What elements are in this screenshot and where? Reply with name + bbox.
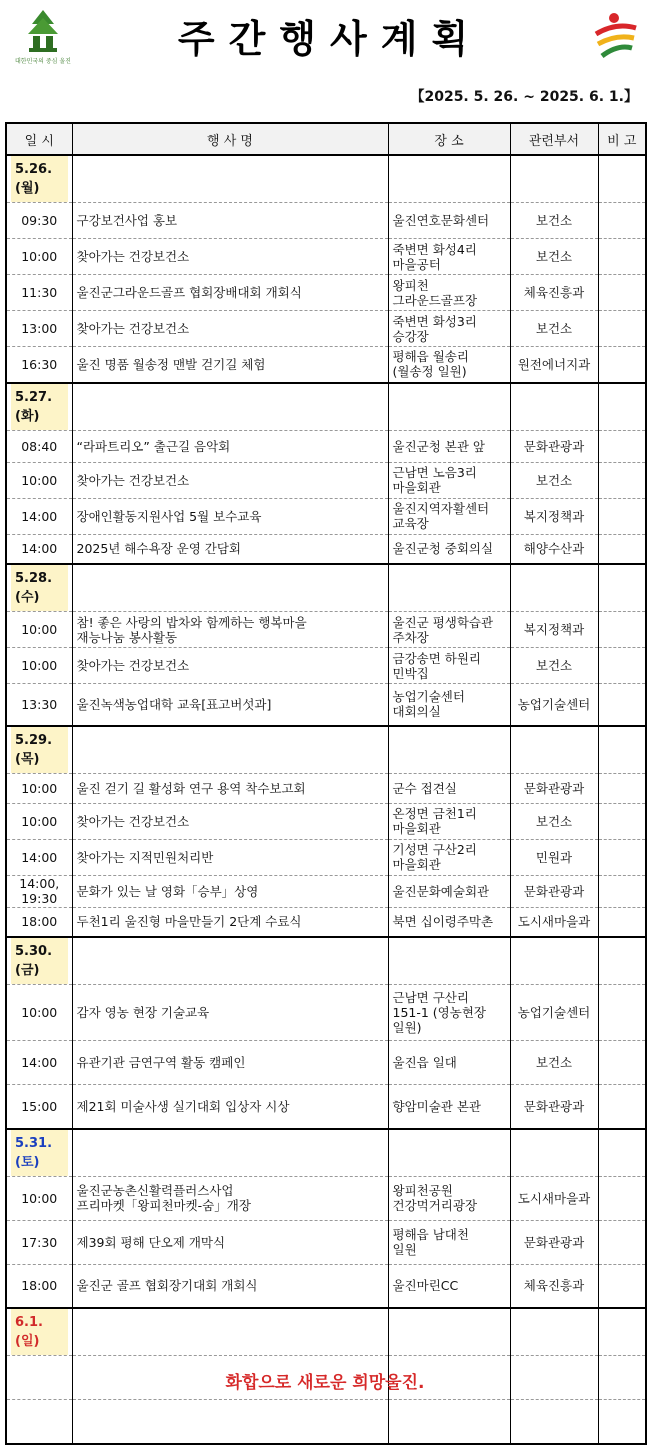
day-label: 5.31.(토)	[11, 1130, 68, 1176]
table-row	[6, 773, 646, 803]
event-place: 울진군청 본관 앞	[388, 430, 510, 462]
page-title: 주간행사계획	[177, 17, 483, 61]
event-dept: 문화관광과	[510, 773, 598, 803]
event-note	[598, 534, 646, 564]
event-dept: 문화관광과	[510, 1085, 598, 1129]
event-name: 찾아가는 건강보건소	[72, 462, 388, 498]
day-label: 6.1.(일)	[11, 1309, 68, 1355]
event-note	[598, 875, 646, 907]
event-place: 왕피천공원 건강먹거리광장	[388, 1176, 510, 1220]
event-time: 17:30	[6, 1220, 72, 1264]
event-name: 울진군그라운드골프 협회장배대회 개회식	[72, 275, 388, 311]
event-time: 14:00	[6, 498, 72, 534]
event-place: 죽변면 화성3리 승강장	[388, 311, 510, 347]
event-time: 09:30	[6, 203, 72, 239]
event-note	[598, 498, 646, 534]
event-name: “라파트리오” 출근길 음악회	[72, 430, 388, 462]
empty-cell	[388, 726, 510, 774]
event-place: 왕피천 그라운드골프장	[388, 275, 510, 311]
table-row	[6, 1085, 646, 1129]
col-header-event: 행 사 명	[72, 123, 388, 155]
event-dept: 보건소	[510, 1041, 598, 1085]
event-name: 울진 걷기 길 활성화 연구 용역 착수보고회	[72, 773, 388, 803]
event-time: 11:30	[6, 275, 72, 311]
empty-cell	[598, 564, 646, 612]
event-time: 15:00	[6, 1085, 72, 1129]
event-dept: 보건소	[510, 311, 598, 347]
empty-cell	[510, 1129, 598, 1177]
event-note	[598, 1085, 646, 1129]
event-name: 울진군 골프 협회장기대회 개회식	[72, 1264, 388, 1308]
empty-cell	[510, 1308, 598, 1356]
event-note	[598, 203, 646, 239]
table-row	[6, 311, 646, 347]
event-place: 울진군청 중회의실	[388, 534, 510, 564]
event-place: 평해읍 월송리 (월송정 일원)	[388, 347, 510, 383]
day-header-row	[6, 1129, 646, 1177]
event-dept: 도시새마을과	[510, 1176, 598, 1220]
event-time: 10:00	[6, 462, 72, 498]
event-dept: 보건소	[510, 203, 598, 239]
empty-cell	[510, 564, 598, 612]
table-row	[6, 203, 646, 239]
empty-cell	[388, 1308, 510, 1356]
event-time: 08:40	[6, 430, 72, 462]
table-row	[6, 1041, 646, 1085]
event-time	[6, 1400, 72, 1444]
table-row	[6, 347, 646, 383]
event-dept: 체육진흥과	[510, 275, 598, 311]
logo-tagline: 대한민국의 중심 울진	[15, 58, 71, 65]
empty-cell	[598, 383, 646, 431]
event-place: 근남면 노음3리 마을회관	[388, 462, 510, 498]
table-row	[6, 907, 646, 937]
day-header-row	[6, 383, 646, 431]
event-name: 참! 좋은 사랑의 밥차와 함께하는 행복마을 재능나눔 봉사활동	[72, 612, 388, 648]
event-note	[598, 311, 646, 347]
col-header-datetime: 일 시	[6, 123, 72, 155]
event-place: 죽변면 화성4리 마을공터	[388, 239, 510, 275]
empty-cell	[388, 155, 510, 203]
day-header-row	[6, 155, 646, 203]
empty-cell	[510, 383, 598, 431]
event-dept: 복지정책과	[510, 498, 598, 534]
event-time: 14:00	[6, 839, 72, 875]
event-place: 금강송면 하원리 민박집	[388, 648, 510, 684]
event-dept: 농업기술센터	[510, 684, 598, 726]
event-time: 18:00	[6, 907, 72, 937]
event-place: 군수 접견실	[388, 773, 510, 803]
event-time: 10:00	[6, 803, 72, 839]
event-note	[598, 347, 646, 383]
event-dept: 도시새마을과	[510, 907, 598, 937]
event-name: 감자 영농 현장 기술교육	[72, 985, 388, 1041]
event-note	[598, 1264, 646, 1308]
emblem-logo-icon	[592, 8, 640, 68]
event-time: 10:00	[6, 1176, 72, 1220]
event-name: 제39회 평해 단오제 개막식	[72, 1220, 388, 1264]
empty-cell	[72, 1129, 388, 1177]
event-note	[598, 803, 646, 839]
empty-cell	[510, 155, 598, 203]
empty-cell	[388, 383, 510, 431]
event-place: 평해읍 남대천 일원	[388, 1220, 510, 1264]
event-time: 14:00	[6, 1041, 72, 1085]
day-label: 5.29.(목)	[11, 727, 68, 773]
event-place: 향암미술관 본관	[388, 1085, 510, 1129]
event-note	[598, 1176, 646, 1220]
empty-cell	[72, 564, 388, 612]
event-time: 10:00	[6, 648, 72, 684]
day-header-row	[6, 564, 646, 612]
empty-cell	[510, 937, 598, 985]
table-row	[6, 1220, 646, 1264]
event-dept	[510, 1400, 598, 1444]
event-dept: 체육진흥과	[510, 1264, 598, 1308]
event-dept: 복지정책과	[510, 612, 598, 648]
event-dept: 문화관광과	[510, 875, 598, 907]
schedule-table	[5, 122, 647, 1445]
empty-cell	[598, 1129, 646, 1177]
event-time: 10:00	[6, 773, 72, 803]
event-place: 울진읍 일대	[388, 1041, 510, 1085]
pine-tree-logo-icon	[14, 8, 72, 68]
table-row	[6, 612, 646, 648]
table-row	[6, 1264, 646, 1308]
day-header-row	[6, 726, 646, 774]
event-name: 제21회 미술사생 실기대회 입상자 시상	[72, 1085, 388, 1129]
event-note	[598, 239, 646, 275]
day-label: 5.27.(화)	[11, 384, 68, 430]
event-place	[388, 1400, 510, 1444]
table-row	[6, 1400, 646, 1444]
event-note	[598, 1400, 646, 1444]
day-label: 5.26.(월)	[11, 156, 68, 202]
event-place: 근남면 구산리 151-1 (영농현장 일원)	[388, 985, 510, 1041]
empty-cell	[388, 937, 510, 985]
empty-cell	[598, 1308, 646, 1356]
event-dept: 문화관광과	[510, 1220, 598, 1264]
event-place: 울진지역자활센터 교육장	[388, 498, 510, 534]
event-note	[598, 907, 646, 937]
event-name: 유관기관 금연구역 활동 캠페인	[72, 1041, 388, 1085]
table-row	[6, 430, 646, 462]
col-header-note: 비 고	[598, 123, 646, 155]
event-place: 온정면 금천1리 마을회관	[388, 803, 510, 839]
col-header-place: 장 소	[388, 123, 510, 155]
event-place: 울진군 평생학습관 주차장	[388, 612, 510, 648]
day-header-row	[6, 937, 646, 985]
event-dept: 보건소	[510, 462, 598, 498]
event-name: 찾아가는 건강보건소	[72, 803, 388, 839]
table-row	[6, 803, 646, 839]
event-name: 문화가 있는 날 영화「승부」상영	[72, 875, 388, 907]
event-name: 찾아가는 건강보건소	[72, 239, 388, 275]
event-dept: 보건소	[510, 648, 598, 684]
empty-cell	[388, 1129, 510, 1177]
event-note	[598, 275, 646, 311]
empty-cell	[72, 1308, 388, 1356]
empty-cell	[72, 937, 388, 985]
table-row	[6, 839, 646, 875]
event-time: 14:00	[6, 534, 72, 564]
event-note	[598, 839, 646, 875]
event-note	[598, 1220, 646, 1264]
event-dept: 문화관광과	[510, 430, 598, 462]
day-label: 5.28.(수)	[11, 565, 68, 611]
table-row	[6, 498, 646, 534]
event-dept: 농업기술센터	[510, 985, 598, 1041]
empty-cell	[72, 383, 388, 431]
table-row	[6, 1176, 646, 1220]
event-time: 16:30	[6, 347, 72, 383]
empty-cell	[510, 726, 598, 774]
footer-slogan: 화합으로 새로운 희망울진.	[225, 1373, 425, 1393]
empty-cell	[598, 155, 646, 203]
event-note	[598, 462, 646, 498]
event-time: 13:30	[6, 684, 72, 726]
event-place: 울진연호문화센터	[388, 203, 510, 239]
event-dept: 해양수산과	[510, 534, 598, 564]
table-row	[6, 875, 646, 907]
event-name: 장애인활동지원사업 5월 보수교육	[72, 498, 388, 534]
empty-cell	[598, 726, 646, 774]
event-time: 10:00	[6, 985, 72, 1041]
event-dept: 원전에너지과	[510, 347, 598, 383]
event-note	[598, 773, 646, 803]
table-row	[6, 239, 646, 275]
event-place: 북면 십이령주막촌	[388, 907, 510, 937]
event-dept: 민원과	[510, 839, 598, 875]
page-header	[0, 0, 650, 120]
event-name	[72, 1400, 388, 1444]
schedule-period: 【2025. 5. 26. ~ 2025. 6. 1.】	[410, 89, 638, 105]
event-name: 찾아가는 지적민원처리반	[72, 839, 388, 875]
event-name: 울진녹색농업대학 교육[표고버섯과]	[72, 684, 388, 726]
table-header-row	[6, 123, 646, 155]
event-note	[598, 430, 646, 462]
event-name: 2025년 해수욕장 운영 간담회	[72, 534, 388, 564]
day-header-row	[6, 1308, 646, 1356]
event-name: 찾아가는 건강보건소	[72, 311, 388, 347]
event-name: 두천1리 울진형 마을만들기 2단계 수료식	[72, 907, 388, 937]
empty-cell	[388, 564, 510, 612]
event-name: 울진군농촌신활력플러스사업 프리마켓「왕피천마켓-숨」개장	[72, 1176, 388, 1220]
event-name: 찾아가는 건강보건소	[72, 648, 388, 684]
table-row	[6, 534, 646, 564]
empty-cell	[598, 937, 646, 985]
table-row	[6, 462, 646, 498]
table-row	[6, 684, 646, 726]
empty-cell	[72, 155, 388, 203]
event-place: 울진마린CC	[388, 1264, 510, 1308]
event-time: 13:00	[6, 311, 72, 347]
table-row	[6, 275, 646, 311]
event-place: 농업기술센터 대회의실	[388, 684, 510, 726]
event-note	[598, 684, 646, 726]
col-header-dept: 관련부서	[510, 123, 598, 155]
event-note	[598, 612, 646, 648]
event-time: 18:00	[6, 1264, 72, 1308]
event-name: 구강보건사업 홍보	[72, 203, 388, 239]
event-dept: 보건소	[510, 803, 598, 839]
event-time: 14:00, 19:30	[6, 875, 72, 907]
event-dept: 보건소	[510, 239, 598, 275]
empty-cell	[72, 726, 388, 774]
event-name: 울진 명품 월송정 맨발 걷기길 체험	[72, 347, 388, 383]
event-place: 기성면 구산2리 마을회관	[388, 839, 510, 875]
day-label: 5.30.(금)	[11, 938, 68, 984]
event-note	[598, 1041, 646, 1085]
event-time: 10:00	[6, 612, 72, 648]
table-row	[6, 985, 646, 1041]
event-note	[598, 648, 646, 684]
event-note	[598, 985, 646, 1041]
event-time: 10:00	[6, 239, 72, 275]
event-place: 울진문화예술회관	[388, 875, 510, 907]
table-row	[6, 648, 646, 684]
